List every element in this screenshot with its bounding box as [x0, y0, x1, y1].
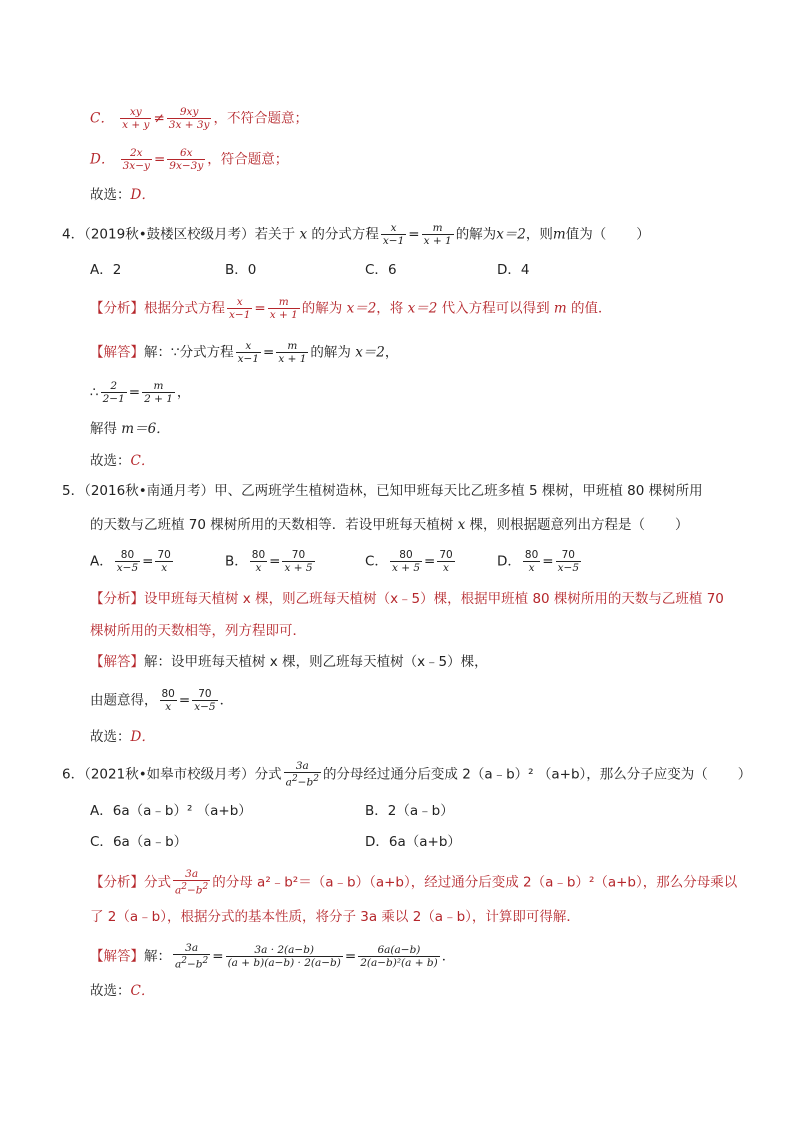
fraction: $\frac{x}{x-1}$ — [237, 340, 259, 365]
question-number: 4． — [62, 226, 85, 243]
option-label: C． — [90, 110, 114, 127]
question-4-analysis: 【分析】根据分式方程 $\frac{x}{x-1}$ = $\frac{m}{x + 1}$ 的解为 x＝2，将 x＝2 代入方程可以得到 m 的值． — [90, 296, 612, 321]
fraction: $\frac{70}{x-5}$ — [557, 549, 579, 574]
analysis-tag: 【分析】 — [90, 874, 144, 891]
question-5-option-d[interactable]: D． $\frac{80}{x}$ = $\frac{70}{x-5}$ — [497, 549, 579, 574]
fraction: $\frac{70}{x}$ — [157, 549, 171, 574]
option-c-analysis: C． $\frac{xy}{x + y}$ ≠ $\frac{9xy}{3x + 3y}$ ，不符合题意； — [90, 106, 308, 131]
fraction: $\frac{80}{x-5}$ — [116, 549, 139, 574]
question-5-option-a[interactable]: A． $\frac{80}{x-5}$ = $\frac{70}{x}$ — [90, 549, 171, 574]
question-4-step: ∴ $\frac{2}{2-1}$ = $\frac{m}{2 + 1}$ ， — [90, 380, 191, 405]
fraction: $\frac{m}{x + 1}$ — [278, 340, 307, 365]
fraction: $\frac{3a}{a^2-b^2}$ — [285, 760, 319, 789]
fraction: $\frac{3a}{a^2-b^2}$ — [175, 942, 209, 971]
fraction: $\frac{3a \cdot 2(a-b)}{(a + b)(a-b) \cdot 2(a-b)}$ — [227, 943, 341, 969]
question-6-option-b[interactable]: B．2（a﹣b） — [365, 803, 454, 819]
question-4-result: 解得 m＝6． — [90, 421, 170, 437]
fraction: $\frac{80}{x}$ — [161, 688, 175, 713]
fraction: $\frac{80}{x}$ — [251, 549, 266, 574]
fraction: $\frac{x}{x-1}$ — [382, 222, 405, 247]
question-number: 5． — [62, 483, 85, 499]
fraction: $\frac{3a}{a^2-b^2}$ — [175, 868, 209, 897]
fraction: $\frac{80}{x + 5}$ — [391, 549, 421, 574]
question-source: （2016秋•南通月考） — [84, 483, 215, 499]
question-5-option-c[interactable]: C． $\frac{80}{x + 5}$ = $\frac{70}{x}$ — [365, 549, 453, 574]
fraction: $\frac{80}{x}$ — [524, 549, 539, 574]
question-6-option-d[interactable]: D．6a（a+b） — [365, 834, 461, 850]
fraction: $\frac{70}{x}$ — [439, 549, 453, 574]
question-5-option-b[interactable]: B． $\frac{80}{x}$ = $\frac{70}{x + 5}$ — [225, 549, 313, 574]
question-4-stem: 4．（2019秋•鼓楼区校级月考）若关于 x 的分式方程 $\frac{x}{x-1}$ = $\frac{m}{x + 1}$ 的解为x＝2，则m值为（ ） — [62, 222, 650, 247]
fraction: $\frac{6a(a-b)}{\text{2(a−b)²(a + b)}}$ — [360, 943, 438, 969]
solution-tag: 【解答】 — [90, 654, 144, 670]
question-4-option-b[interactable]: B．0 — [225, 262, 257, 278]
question-5-solution: 【解答】解：设甲班每天植树 x 棵，则乙班每天植树（x﹣5）棵， — [90, 654, 488, 670]
option-d-analysis: D． $\frac{2x}{3x-y}$ = $\frac{6x}{9x-3y}$ ，符合题意； — [90, 147, 289, 172]
answer-line: 故选：D． — [90, 729, 155, 745]
question-4-solution: 【解答】解：∵分式方程 $\frac{x}{x-1}$ = $\frac{m}{x + 1}$ 的解为 x＝2， — [90, 340, 399, 365]
option-label: D． — [90, 151, 115, 168]
fraction: $\frac{x}{x-1}$ — [229, 296, 251, 321]
question-5-stem-line2: 的天数与乙班植 70 棵树所用的天数相等．若设甲班每天植树 x 棵，则根据题意列出方程是（ ） — [90, 517, 689, 533]
question-source: （2021秋•如皋市校级月考） — [84, 766, 255, 783]
question-5-equation: 由题意得， $\frac{80}{x}$ = $\frac{70}{x-5}$ ． — [90, 688, 234, 713]
question-6-analysis-line2: 了 2（a﹣b），根据分式的基本性质，将分子 3a 乘以 2（a﹣b），计算即可得解． — [90, 909, 580, 925]
fraction: $\frac{6x}{9x-3y}$ — [169, 147, 204, 172]
answer-line: 故选：D． — [90, 187, 155, 203]
fraction: $\frac{70}{x + 5}$ — [284, 549, 313, 574]
question-4-option-d[interactable]: D．4 — [497, 262, 530, 278]
question-6-stem: 6．（2021秋•如皋市校级月考）分式 $\frac{3a}{a^2-b^2}$ 的分母经过通分后变成 2（a﹣b）² （a+b），那么分子应变为（ ） — [62, 760, 752, 789]
fraction: $\frac{m}{x + 1}$ — [423, 222, 452, 247]
question-6-analysis-line1: 【分析】分式 $\frac{3a}{a^2-b^2}$ 的分母 a²﹣b²＝（a﹣b）（a+b），经过通分后变成 2（a﹣b）²（a+b），那么分母乘以 — [90, 868, 738, 897]
question-4-option-a[interactable]: A．2 — [90, 262, 122, 278]
solution-tag: 【解答】 — [90, 344, 144, 361]
question-6-option-c[interactable]: C．6a（a﹣b） — [90, 834, 188, 850]
answer-line: 故选：C． — [90, 453, 155, 469]
question-source: （2019秋•鼓楼区校级月考） — [84, 226, 255, 243]
question-5-analysis-line2: 棵树所用的天数相等，列方程即可． — [90, 623, 306, 639]
fraction: $\frac{9xy}{3x + 3y}$ — [168, 106, 210, 131]
question-5-analysis-line1: 【分析】设甲班每天植树 x 棵，则乙班每天植树（x﹣5）棵，根据甲班植 80 棵树所用的天数与乙班植 70 — [90, 591, 724, 607]
fraction: $\frac{70}{x-5}$ — [194, 688, 216, 713]
question-number: 6． — [62, 766, 85, 783]
fraction: $\frac{m}{x + 1}$ — [269, 296, 298, 321]
fraction: $\frac{m}{2 + 1}$ — [144, 380, 173, 405]
answer-line: 故选：C． — [90, 983, 155, 999]
question-4-option-c[interactable]: C．6 — [365, 262, 397, 278]
analysis-tag: 【分析】 — [90, 300, 144, 317]
fraction: $\frac{2x}{3x-y}$ — [122, 147, 150, 172]
question-6-option-a[interactable]: A．6a（a﹣b）² （a+b） — [90, 803, 252, 819]
fraction: $\frac{2}{2-1}$ — [102, 380, 125, 405]
solution-tag: 【解答】 — [90, 948, 144, 965]
fraction: $\frac{xy}{x + y}$ — [122, 106, 150, 131]
analysis-tag: 【分析】 — [90, 591, 144, 607]
question-5-stem-line1: 5．（2016秋•南通月考）甲、乙两班学生植树造林，已知甲班每天比乙班多植 5 棵树，甲班植 80 棵树所用 — [62, 483, 703, 499]
question-6-solution: 【解答】解： $\frac{3a}{a^2-b^2}$ = $\frac{3a \cdot 2(a-b)}{(a + b)(a-b) \cdot 2(a-b)}$ = $\frac{6a(a-b)}{\text{2(a−b)²(a + b)}}$ ． — [90, 942, 456, 971]
